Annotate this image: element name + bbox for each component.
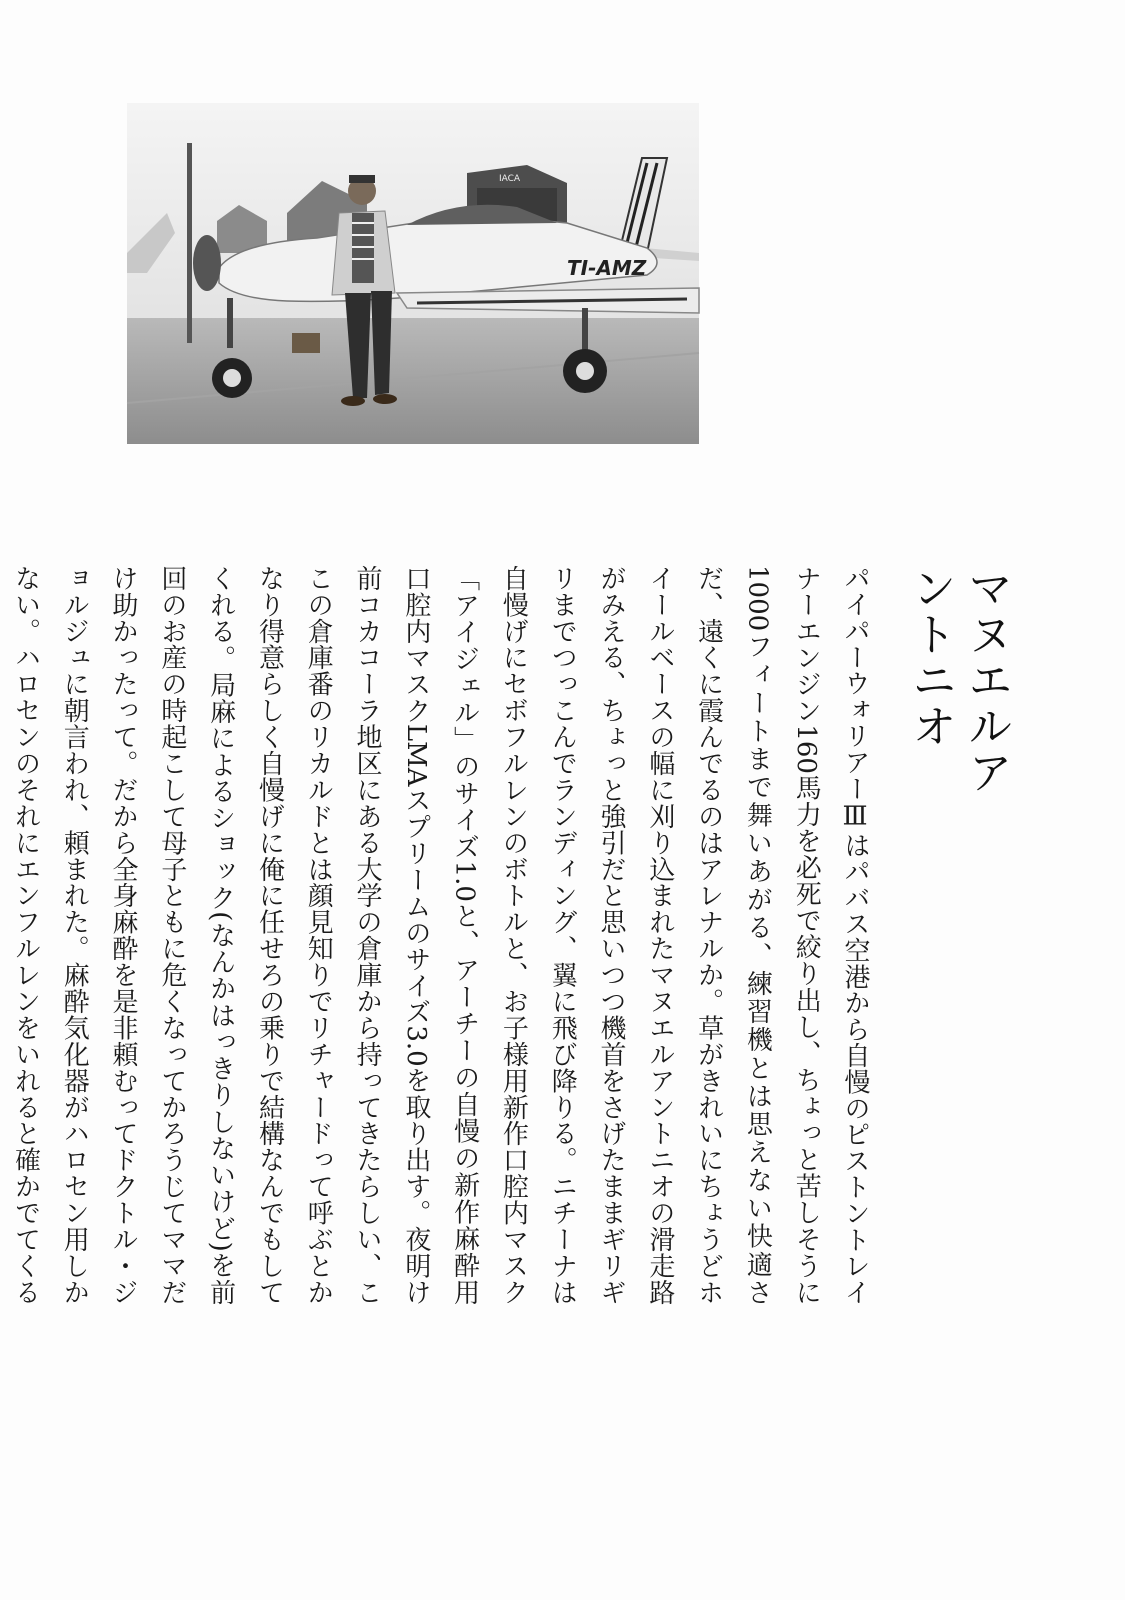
aircraft-registration: TI-AMZ — [567, 256, 647, 280]
airplane-photo — [127, 103, 699, 444]
article-title: マヌエルアントニオ — [904, 565, 1013, 795]
article-photo — [127, 103, 699, 444]
article — [10, 565, 1014, 1340]
hangar-sign: IACA — [499, 174, 521, 184]
article-body — [10, 565, 879, 1306]
article-paragraph: パイパーウォリアーⅢはパバス空港から自慢のピストントレイナーエンジン160馬力を必死で絞り出し、ちょっと苦しそうに1000フィートまで舞いあがる、練習機とは思えない快適さだ、遠くに霞んでるのはアレナルか。草がきれいにちょうどホイールベースの幅に刈り込まれたマヌエルアントニオの滑走路がみえる、ちょっと強引だと思いつつ機首をさげたままギリギリまでつっこんでランディング、翼に飛び降りる。ニチーナは自慢げにセボフルレンのボトルと、お子様用新作口腔内マスク「アイジェル」のサイズ1.0と、アーチーの自慢の新作麻酔用口腔内マスクLMAスプリームのサイズ3.0を取り出す。夜明け前コカコーラ地区にある大学の倉庫から持ってきたらしい、ここの倉庫番のリカルドとは顔見知りでリチャードって呼ぶとかなり得意らしく自慢げに俺に任せろの乗りで結構なんでもしてくれる。局麻によるショック(なんかはっきりしないけど)を前回のお産の時起こして母子ともに危くなってかろうじてママだけ助かったって。だから全身麻酔を是非頼むってドクトル・ジョルジュに朝言われ、頼まれた。麻酔気化器がハロセン用しかない。ハロセンのそれにエンフルレンをいれると確かでてくる — [10, 565, 870, 1306]
